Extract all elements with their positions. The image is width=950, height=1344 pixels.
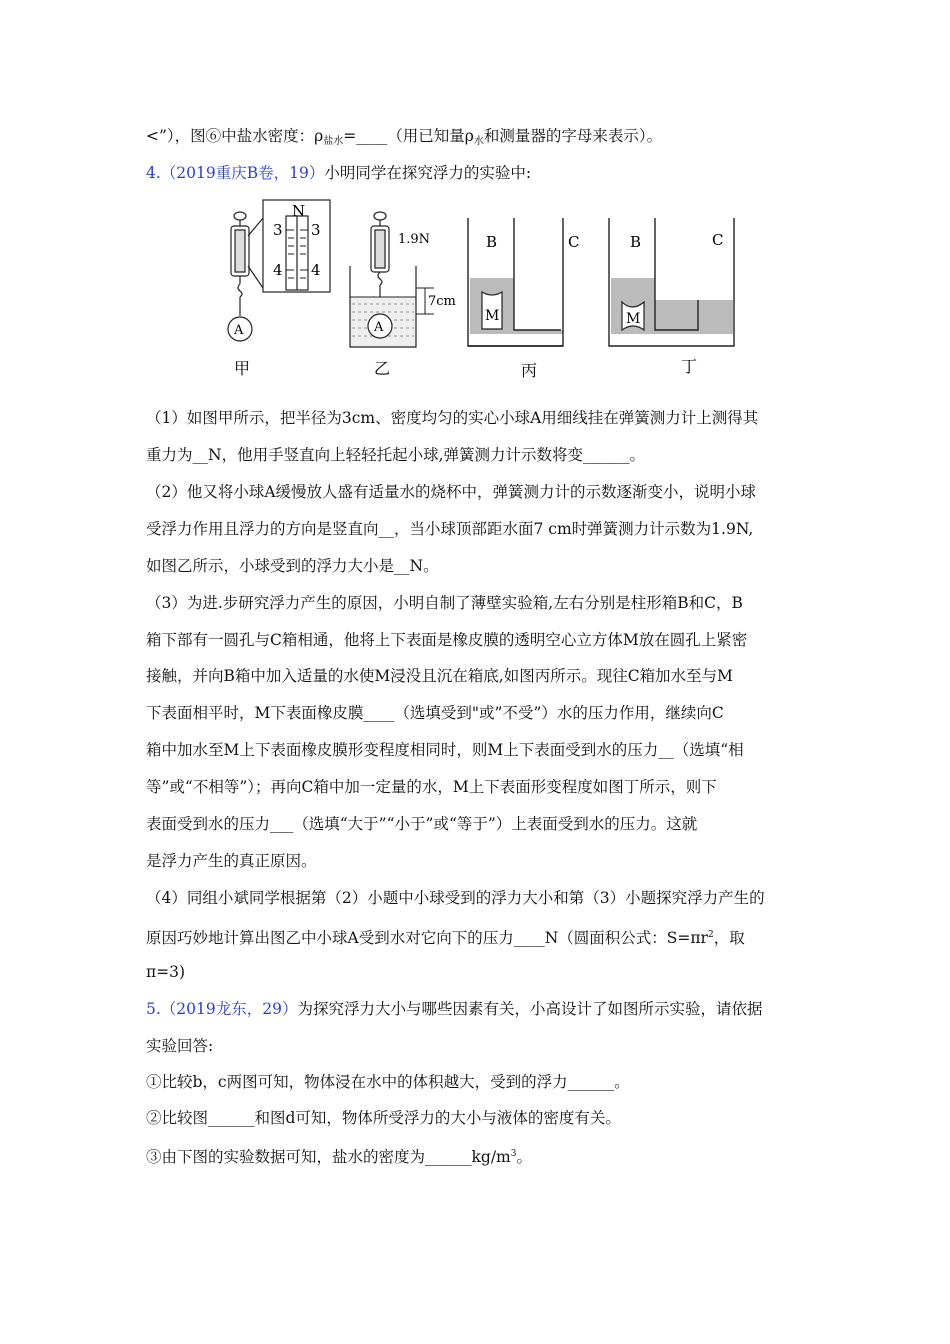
- line-5: 受浮力作用且浮力的方向是竖直向__，当小球顶部距水面7 cm时弹簧测力计示数为1.9N,: [146, 520, 754, 538]
- caption-bing: 丙: [521, 361, 538, 380]
- line-19: 实验回答:: [146, 1037, 214, 1055]
- source-tag: 4.（2019重庆B卷，19）: [146, 164, 325, 182]
- depth-label: 7cm: [428, 294, 456, 309]
- line-7: （3）为进.步研究浮力产生的原因，小明自制了薄壁实验箱,左右分别是柱形箱B和C，B: [146, 594, 743, 612]
- caption-jia: 甲: [234, 359, 251, 378]
- reading-label: 1.9N: [398, 232, 431, 247]
- line-16: 原因巧妙地计算出图乙中小球A受到水对它向下的压力____N（圆面积公式：$S=\pi r^2$，取: [146, 929, 745, 947]
- line-14: 是浮力产生的真正原因。: [146, 852, 317, 870]
- scale-left-4: 4: [273, 261, 283, 279]
- box-c-label-ding: C: [712, 231, 724, 249]
- line-8: 箱下部有一圆孔与C箱相通，他将上下表面是橡皮膜的透明空心立方体M放在圆孔上紧密: [146, 631, 748, 649]
- experiment-figure: [220, 196, 740, 386]
- source-tag: 5.（2019龙东，29）: [146, 1000, 298, 1018]
- line-9: 接触，并向B箱中加入适量的水使M浸没且沉在箱底,如图丙所示。现往C箱加水至与M: [146, 667, 733, 685]
- ball-label-yi: A: [374, 320, 384, 335]
- ball-label-jia: A: [234, 323, 244, 338]
- scale-right-3: 3: [311, 221, 321, 239]
- cube-label-ding: M: [626, 311, 641, 327]
- scale-right-4: 4: [311, 261, 321, 279]
- line-12: 等”或“不相等”）；再向C箱中加一定量的水，M上下表面形变程度如图丁所示，则下: [146, 778, 717, 796]
- scale-unit: N: [292, 202, 306, 220]
- line-13: 表面受到水的压力___（选填“大于”“小于”或“等于”）上表面受到水的压力。这就: [146, 815, 698, 833]
- line-22: ③由下图的实验数据可知，盐水的密度为$\_\_\_\_\_\_kg/m^3$。: [146, 1148, 532, 1166]
- caption-yi: 乙: [374, 359, 391, 378]
- box-b-label-ding: B: [630, 233, 642, 251]
- box-b-label-bing: B: [486, 233, 498, 251]
- line-15: （4）同组小斌同学根据第（2）小题中小球受到的浮力大小和第（3）小题探究浮力产生的: [146, 889, 765, 907]
- line-6: 如图乙所示，小球受到的浮力大小是__N。: [146, 557, 439, 575]
- line-21: ②比较图______和图d可知，物体所受浮力的大小与液体的密度有关。: [146, 1109, 621, 1127]
- question-5-header: 5.（2019龙东，29）为探究浮力大小与哪些因素有关，小高设计了如图所示实验，请依据: [146, 1000, 763, 1018]
- line-4: （2）他又将小球A缓慢放人盛有适量水的烧杯中，弹簧测力计的示数逐渐变小，说明小球: [146, 483, 757, 501]
- line-17: π=3): [146, 963, 186, 981]
- question-4-header: 4.（2019重庆B卷，19）小明同学在探究浮力的实验中:: [146, 164, 532, 182]
- line-0: <”），图⑥中盐水密度：$\rho_{盐水}=\_\_\_\_$（用已知量$\rho_水$和测量器的字母来表示）。: [146, 127, 663, 147]
- box-c-label-bing: C: [568, 233, 580, 251]
- line-2: （1）如图甲所示，把半径为3cm、密度均匀的实心小球A用细线挂在弹簧测力计上测得其: [146, 409, 759, 427]
- scale-left-3: 3: [273, 221, 283, 239]
- line-20: ①比较b，c两图可知，物体浸在水中的体积越大，受到的浮力______。: [146, 1073, 630, 1091]
- line-10: 下表面相平时，M下表面橡皮膜____（选填受到"或”不受”）水的压力作用，继续向C: [146, 704, 724, 722]
- line-3: 重力为__N，他用手竖直向上轻轻托起小球,弹簧测力计示数将变______。: [146, 446, 645, 464]
- caption-ding: 丁: [681, 357, 698, 376]
- cube-label-bing: M: [485, 308, 500, 324]
- line-11: 箱中加水至M上下表面橡皮膜形变程度相同时，则M上下表面受到水的压力__（选填“相: [146, 741, 744, 759]
